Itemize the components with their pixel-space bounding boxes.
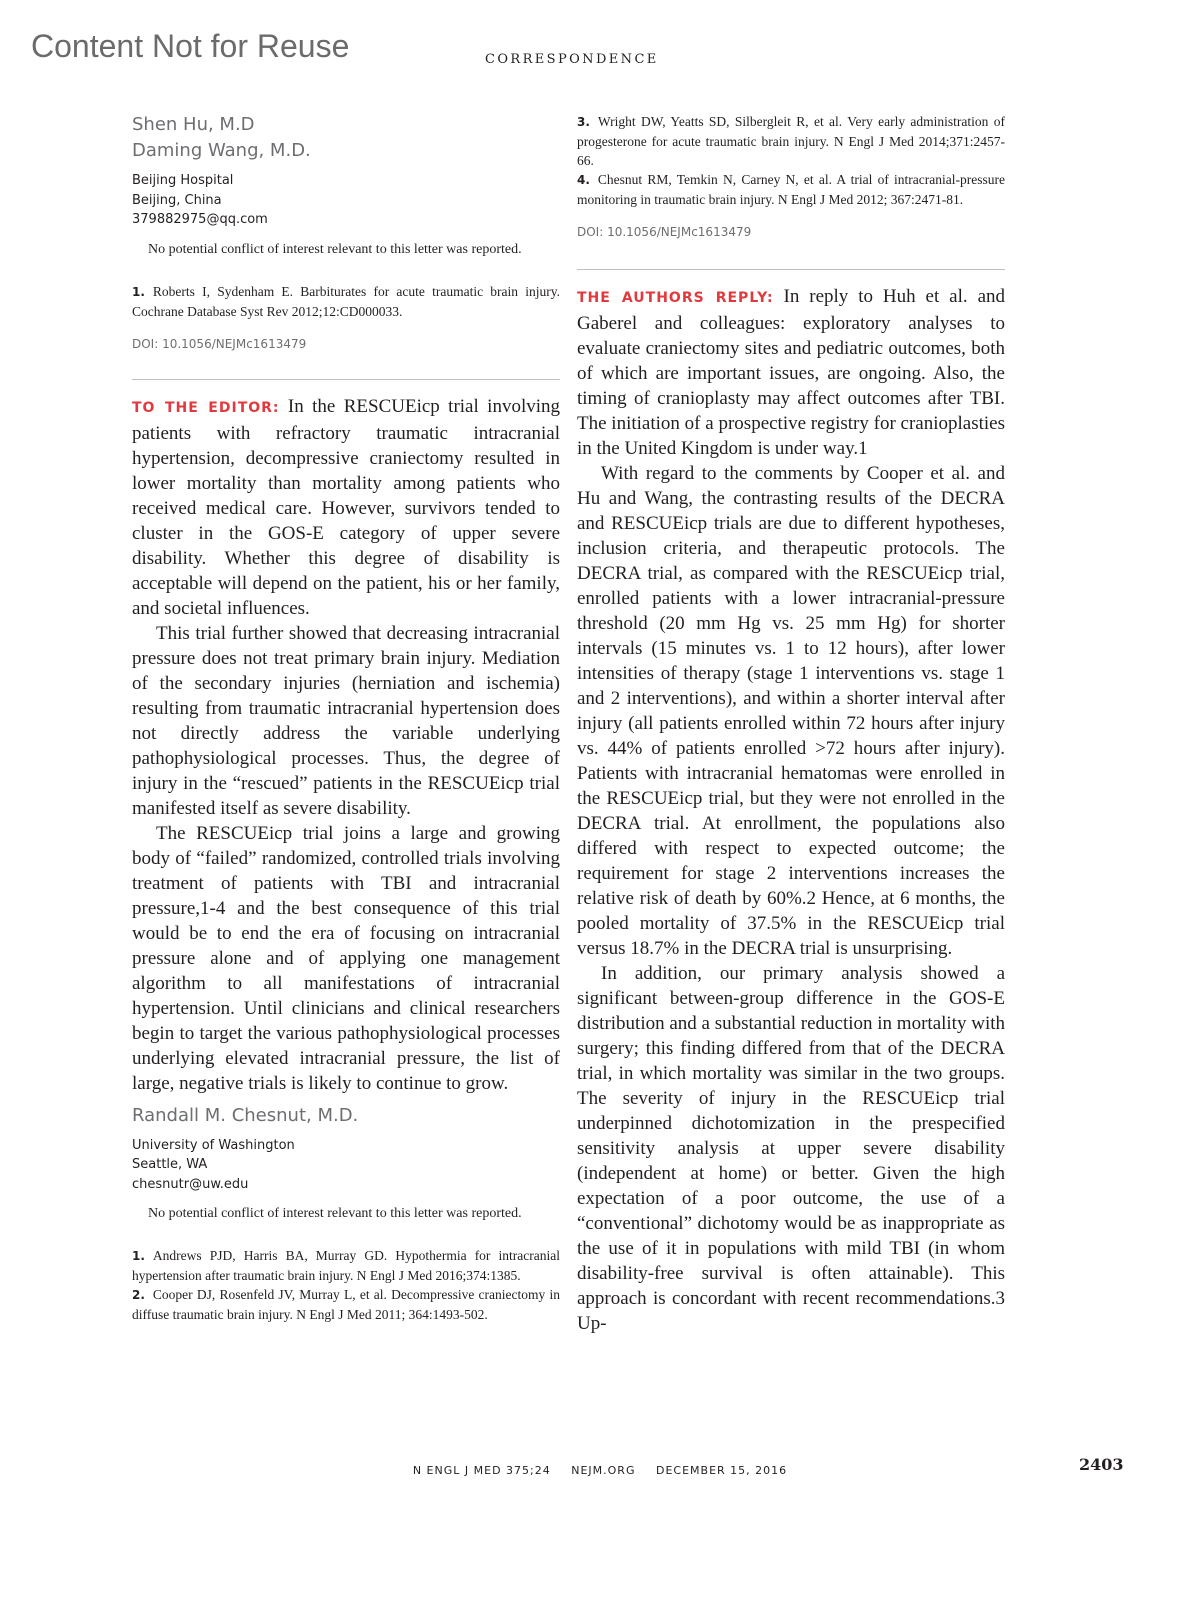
reference-item <box>577 112 1005 170</box>
reference-number: 1. <box>132 1249 145 1263</box>
affiliation-line: Beijing Hospital <box>132 173 234 188</box>
doi[interactable]: DOI: 10.1056/NEJMc1613479 <box>132 336 307 351</box>
reference-number: 2. <box>132 1288 145 1302</box>
reference-text: Wright DW, Yeatts SD, Silbergleit R, et al. Very early administration of progesterone for acute traumatic brain injury. N Engl J Med 2014;371:2457-66. <box>577 114 1005 168</box>
reference-list <box>132 1246 560 1324</box>
right-column <box>577 112 1005 1336</box>
affiliation-line: Beijing, China <box>132 192 222 208</box>
signature-name: Randall M. Chesnut, M.D. <box>132 1104 359 1126</box>
author-name: Daming Wang, M.D. <box>132 140 311 161</box>
reference-number: 1. <box>132 284 145 299</box>
divider <box>577 269 1005 270</box>
affiliation <box>132 171 560 230</box>
reference-text: Chesnut RM, Temkin N, Carney N, et al. A trial of intracranial-pressure monitoring in traumatic brain injury. N Engl J Med 2012; 367:2471-81. <box>577 172 1005 207</box>
reference-text: Roberts I, Sydenham E. Barbiturates for acute traumatic brain injury. Cochrane Database Syst Rev 2012;12:CD000033. <box>132 283 560 319</box>
paragraph-text: In reply to Huh et al. and Gaberel and colleagues: exploratory analyses to evaluate craniectomy sites and pediatric outcomes, both of which are important issues, are ongoing. Also, the timing of cranioplasty may affect outcomes after TBI. The initiation of a prospective registry for cranioplasties in the United Kingdom is under way.1 <box>577 286 1005 459</box>
divider <box>132 379 560 380</box>
author-email[interactable]: 379882975@qq.com <box>132 212 268 227</box>
reply-paragraph <box>577 284 1005 461</box>
reply-paragraph: In addition, our primary analysis showed a significant between-group difference in the GOS-E distribution and a substantial reduction in mortality with surgery; this finding differed from that of the DECRA trial, in which mortality was similar in the two groups. The severity of injury in the RESCUEicp trial underpinned dichotomization in the prespecified sensitivity analysis at upper severe disability (independent at home) or better. Given the high expectation of a poor outcome, the use of a “conventional” dichotomy would be as inappropriate as the use of it in populations with mild TBI (in whom disability-free survival is often attainable). This approach is concordant with recent recommendations.3 Up- <box>577 963 1005 1334</box>
reference-list <box>577 112 1005 209</box>
page-number: 2403 <box>1079 1455 1124 1474</box>
reply-lead: THE AUTHORS REPLY: <box>577 290 774 306</box>
watermark: Content Not for Reuse <box>31 28 350 64</box>
letter-paragraph <box>132 394 560 621</box>
page-footer <box>0 1464 1200 1477</box>
conflict-statement: No potential conflict of interest relevant to this letter was reported. <box>148 1206 522 1221</box>
affiliation <box>132 1136 560 1195</box>
paragraph-text: In the RESCUEicp trial involving patients with refractory traumatic intracranial hypertension, decompressive craniectomy resulted in lower mortality than mortality among patients who received medical care. However, survivors tended to cluster in the GOS-E category of upper severe disability. Whether this degree of disability is acceptable will depend on the patient, his or her family, and societal influences. <box>132 395 560 619</box>
affiliation-line: Seattle, WA <box>132 1157 208 1172</box>
reference-item <box>132 1285 560 1324</box>
footer-journal: N ENGL J MED 375;24 <box>412 1464 551 1477</box>
conflict-statement: No potential conflict of interest relevant to this letter was reported. <box>148 241 522 257</box>
doi[interactable]: DOI: 10.1056/NEJMc1613479 <box>577 225 752 239</box>
reference-number: 3. <box>577 115 590 129</box>
author-name: Shen Hu, M.D <box>132 114 255 135</box>
section-heading: CORRESPONDENCE <box>485 52 659 67</box>
reference-item <box>577 170 1005 209</box>
letter-paragraph: The RESCUEicp trial joins a large and growing body of “failed” randomized, controlled trials involving treatment of patients with TBI and intracranial pressure,1-4 and the best consequence of this trial would be to end the era of focusing on intracranial pressure alone and of applying one management algorithm to all manifestations of intracranial hypertension. Until clinicians and clinical researchers begin to target the various pathophysiological processes underlying elevated intracranial pressure, the list of large, negative trials is likely to continue to grow. <box>132 822 560 1094</box>
reference-item <box>132 1246 560 1285</box>
reference-text: Andrews PJD, Harris BA, Murray GD. Hypothermia for intracranial hypertension after traumatic brain injury. N Engl J Med 2016;374:1385. <box>132 1248 560 1283</box>
affiliation-line: University of Washington <box>132 1137 295 1153</box>
letter-lead: TO THE EDITOR: <box>132 399 280 416</box>
reference-list <box>132 282 560 321</box>
reply-paragraph: With regard to the comments by Cooper et al. and Hu and Wang, the contrasting results of the DECRA and RESCUEicp trials are due to different hypotheses, inclusion criteria, and therapeutic protocols. The DECRA trial, as compared with the RESCUEicp trial, enrolled patients with a lower intracranial-pressure threshold (20 mm Hg vs. 25 mm Hg) for shorter intervals (15 minutes vs. 1 to 12 hours), after lower intensities of therapy (stage 1 interventions vs. stage 1 and 2 interventions), and within a shorter interval after injury (all patients enrolled within 72 hours after injury vs. 44% of patients enrolled >72 hours after injury). Patients with intracranial hematomas were enrolled in the RESCUEicp trial, but they were not enrolled in the DECRA trial. At enrollment, the populations also differed with respect to expected outcome; the requirement for stage 2 interventions increases the relative risk of death by 60%.2 Hence, at 6 months, the pooled mortality of 37.5% in the RESCUEicp trial versus 18.7% in the DECRA trial is unsurprising. <box>577 463 1005 959</box>
reference-text: Cooper DJ, Rosenfeld JV, Murray L, et al. Decompressive craniectomy in diffuse traumatic brain injury. N Engl J Med 2011; 364:1493-502. <box>132 1287 560 1322</box>
footer-date: DECEMBER 15, 2016 <box>655 1464 788 1477</box>
letter-paragraph: This trial further showed that decreasing intracranial pressure does not treat primary brain injury. Mediation of the secondary injuries (herniation and ischemia) resulting from traumatic intracranial hypertension does not directly address the variable underlying pathophysiological processes. Thus, the degree of injury in the “rescued” patients in the RESCUEicp trial manifested itself as severe disability. <box>132 622 560 819</box>
author-email[interactable]: chesnutr@uw.edu <box>132 1176 249 1192</box>
footer-site[interactable]: NEJM.ORG <box>571 1464 636 1477</box>
left-column <box>132 112 560 1324</box>
reference-number: 4. <box>577 173 590 187</box>
reference-item <box>132 282 560 321</box>
